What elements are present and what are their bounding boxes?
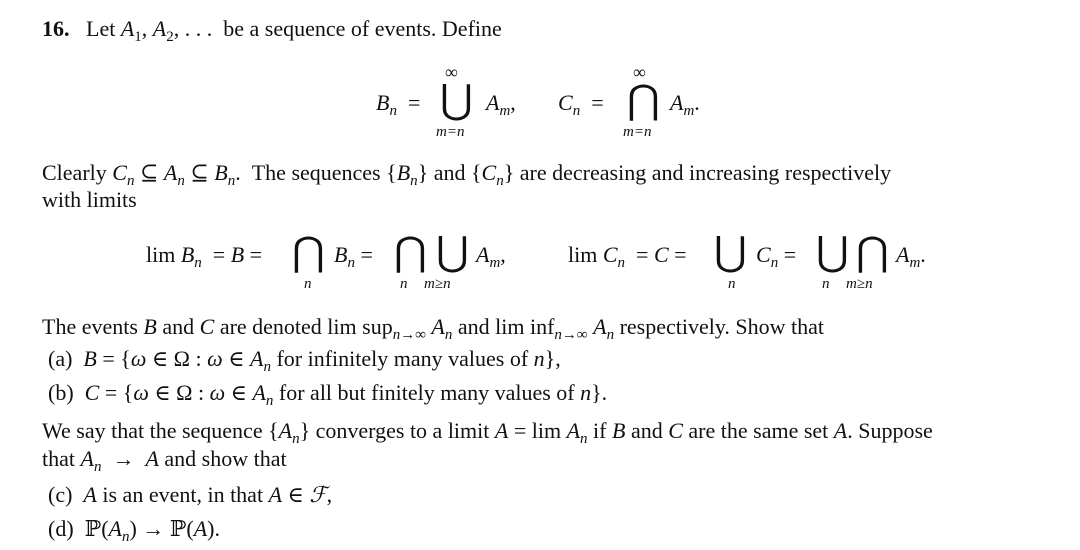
paragraph-1-line-1: Clearly $C_n$ ⊆ $A_n$ ⊆ $B_n$. The sequences $\{B_n\}$ and $\{C_n\}$ are decreasing and increasing respectively — [42, 160, 892, 189]
big-union-icon: ⋃ — [816, 229, 849, 274]
paragraph-2: The events B and C are denoted lim sup$_{n\to\infty}$ $A_n$ and lim inf$_{n\to\infty}$ $A_n$ respectively. Show that — [42, 314, 825, 343]
problem-number: 16. — [42, 16, 70, 41]
part-b: (b) C = {ω ∈ Ω : ω ∈ $A_n$ for all but finitely many values of n}. — [48, 380, 608, 409]
big-union-icon: ⋃ — [440, 77, 473, 122]
B-limit-mid: $B_n$ = — [334, 242, 373, 271]
big-intersection-icon: ⋂ — [856, 229, 889, 274]
intersection-lower-limit: m=n — [623, 124, 652, 140]
limit-index-n: n — [304, 276, 312, 292]
union-upper-limit: ∞ — [445, 62, 458, 82]
C-limit-mid: $C_n$ = — [756, 242, 797, 271]
intro-text: Let $A_1$, $A_2$, . . . be a sequence of events. Define — [75, 16, 502, 45]
C-limit-rhs: $A_m$. — [896, 242, 926, 271]
part-c: (c) A is an event, in that A ∈ ℱ, — [48, 482, 333, 507]
big-intersection-icon: ⋂ — [394, 229, 427, 274]
limit-index-n: n — [728, 276, 736, 292]
limit-index-n: n — [400, 276, 408, 292]
intersection-upper-limit: ∞ — [633, 62, 646, 82]
part-a: (a) B = {ω ∈ Ω : ω ∈ $A_n$ for infinitely many values of n}, — [48, 346, 561, 375]
B-definition-rhs: $A_m$, — [486, 90, 516, 119]
union-lower-limit: m=n — [436, 124, 465, 140]
part-d: (d) $ℙ(A_n)$ → ℙ(A). — [48, 516, 220, 545]
paragraph-1-line-2: with limits — [42, 187, 137, 212]
limit-index-m-ge-n: m≥n — [846, 276, 873, 292]
C-limit-lhs: $\lim C_n = C$ = — [568, 242, 687, 271]
paragraph-3-line-2: that $A_n \to A$ and show that — [42, 446, 287, 475]
limit-index-n: n — [822, 276, 830, 292]
C-definition-lhs: $C_n$ = — [558, 90, 604, 119]
B-definition-lhs: $B_n$ = — [376, 90, 421, 119]
big-intersection-icon: ⋂ — [292, 229, 325, 274]
C-definition-rhs: $A_m$. — [670, 90, 700, 119]
big-intersection-icon: ⋂ — [627, 77, 660, 122]
paragraph-3-line-1: We say that the sequence $\{A_n\}$ converges to a limit $A = \lim A_n$ if B and C are the same set A. Suppose — [42, 418, 933, 447]
big-union-icon: ⋃ — [436, 229, 469, 274]
B-limit-lhs: $\lim B_n = B$ = — [146, 242, 263, 271]
limit-index-m-ge-n: m≥n — [424, 276, 451, 292]
B-limit-rhs: $A_m$, — [476, 242, 506, 271]
big-union-icon: ⋃ — [714, 229, 747, 274]
problem-intro — [42, 16, 502, 50]
